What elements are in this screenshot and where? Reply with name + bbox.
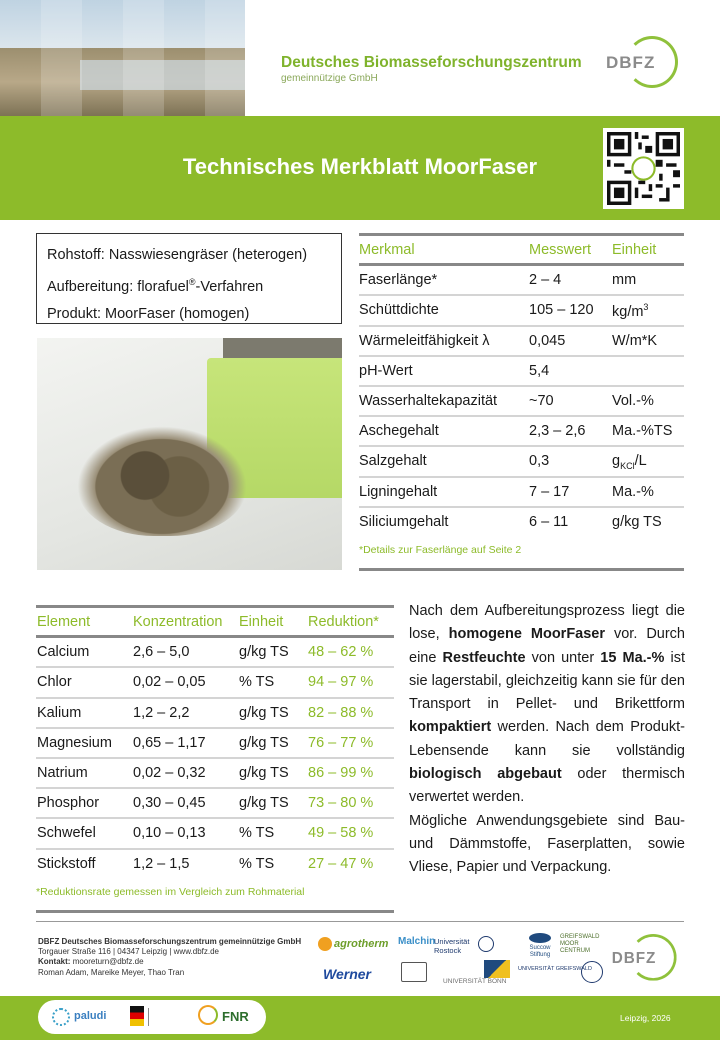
table-bottom-rule xyxy=(36,910,394,913)
paludi-logo: paludi xyxy=(74,1010,107,1022)
column-header: Einheit xyxy=(239,614,284,630)
funding-logos xyxy=(38,1000,266,1034)
uni-bonn-logo: UNIVERSITÄT BONN xyxy=(443,978,507,985)
table-row xyxy=(36,759,394,789)
table-cell: 7 – 17 xyxy=(529,483,570,500)
page-title: Technisches Merkblatt MoorFaser xyxy=(182,154,538,179)
table-cell: 49 – 58 % xyxy=(308,825,374,842)
table-cell: 0,65 – 1,17 xyxy=(133,734,206,751)
table-cell: Natrium xyxy=(37,765,88,781)
table-row xyxy=(359,357,684,387)
bmel-logo xyxy=(148,1008,188,1026)
column-header: Merkmal xyxy=(359,242,415,258)
table-cell: 48 – 62 % xyxy=(308,644,374,661)
table-footnote: *Details zur Faserlänge auf Seite 2 xyxy=(359,544,522,556)
table-cell: g/kg TS xyxy=(239,704,289,721)
table-cell: 0,3 xyxy=(529,453,550,470)
table-cell: 6 – 11 xyxy=(529,513,569,530)
table-cell: 27 – 47 % xyxy=(308,855,374,872)
table-cell: $g_{KCl}/L$ xyxy=(612,453,647,472)
rostock-seal-icon xyxy=(478,936,494,952)
table-cell: 1,2 – 1,5 xyxy=(133,855,190,872)
table-row xyxy=(36,850,394,880)
paludi-icon xyxy=(52,1008,70,1026)
table-cell: 0,045 xyxy=(529,332,566,349)
table-cell: Schwefel xyxy=(37,825,96,842)
place-date: Leipzig, 2026 xyxy=(620,1013,671,1023)
table-cell: g/kg TS xyxy=(239,795,289,812)
table-cell: $kg/m^3$ xyxy=(612,302,649,321)
table-row xyxy=(359,447,684,477)
table-cell: Faserlänge* xyxy=(359,272,438,289)
table-header-row xyxy=(359,236,684,266)
table-cell: Calcium xyxy=(37,644,90,661)
column-header: Messwert xyxy=(529,242,592,258)
table-cell: Vol.-% xyxy=(612,393,654,409)
table-row xyxy=(359,327,684,357)
table-cell: Aschegehalt xyxy=(359,423,439,440)
table-cell: ~70 xyxy=(529,393,554,409)
table-cell: % TS xyxy=(239,674,275,691)
table-cell: Phosphor xyxy=(37,795,100,812)
dbfz-logo xyxy=(604,36,676,88)
ministry-crest-icon xyxy=(401,962,427,982)
table-cell: g/kg TS xyxy=(239,765,289,781)
footer-divider xyxy=(36,921,684,922)
greifswald-seal-icon xyxy=(581,961,603,983)
header-landscape-photo xyxy=(0,0,245,116)
table-row xyxy=(359,266,684,296)
table-row xyxy=(36,638,394,668)
table-cell: 0,30 – 0,45 xyxy=(133,795,206,812)
table-cell: g/kg TS xyxy=(612,513,662,530)
org-subtitle: gemeinnützige GmbH xyxy=(281,73,378,84)
table-cell: Siliciumgehalt xyxy=(359,513,449,530)
footer-dbfz-logo: DBFZ xyxy=(610,934,675,981)
table-cell: Ma.-% xyxy=(612,483,654,500)
table-row xyxy=(36,819,394,849)
table-cell: % TS xyxy=(239,855,275,872)
table-cell: Magnesium xyxy=(37,734,112,751)
malchin-logo: Malchin xyxy=(398,936,436,947)
table-cell: Kalium xyxy=(37,704,82,721)
bmel-flag-icon xyxy=(130,1006,144,1026)
table-cell: 2 – 4 xyxy=(529,272,562,289)
table-header-row xyxy=(36,608,394,638)
table-cell: Schüttdichte xyxy=(359,302,439,319)
succow-logo: Succow Stiftung xyxy=(526,933,554,959)
table-row xyxy=(359,478,684,508)
org-name: Deutsches Biomasseforschungszentrum xyxy=(281,54,582,71)
rostock-logo: Universität Rostock xyxy=(434,937,470,955)
table-cell: 2,6 – 5,0 xyxy=(133,644,190,661)
table-row xyxy=(36,729,394,759)
table-cell: 73 – 80 % xyxy=(308,795,374,812)
aufbereitung-line: Aufbereitung: florafuel®-Verfahren xyxy=(47,277,264,295)
table-row xyxy=(36,699,394,729)
uni-bonn-mark-icon xyxy=(484,960,510,978)
fnr-logo: FNR xyxy=(222,1009,249,1024)
column-header: Reduktion* xyxy=(308,614,379,630)
table-cell: 1,2 – 2,2 xyxy=(133,704,190,721)
table-row xyxy=(359,508,684,538)
table-cell: Ma.-%TS xyxy=(612,423,673,440)
table-row xyxy=(359,417,684,447)
table-cell: Wasserhaltekapazität xyxy=(359,393,498,409)
agrotherm-logo: agrotherm xyxy=(318,937,388,951)
column-header: Einheit xyxy=(612,242,657,258)
table-cell: 86 – 99 % xyxy=(308,765,374,781)
dbfz-logo-text: DBFZ xyxy=(606,53,656,72)
table-cell: 0,10 – 0,13 xyxy=(133,825,206,842)
table-cell: g/kg TS xyxy=(239,734,289,751)
table-row xyxy=(36,668,394,698)
qr-code[interactable] xyxy=(603,128,684,209)
table-cell: Stickstoff xyxy=(37,855,96,872)
table-cell: W/m*K xyxy=(612,332,658,349)
table-row xyxy=(359,387,684,417)
material-info-box xyxy=(36,233,342,324)
table-cell: 94 – 97 % xyxy=(308,674,374,691)
produkt-line: Produkt: MoorFaser (homogen) xyxy=(47,305,250,322)
table-cell: 2,3 – 2,6 xyxy=(529,423,586,440)
contact-email[interactable]: mooreturn@dbfz.de xyxy=(72,957,144,967)
column-header: Element xyxy=(37,614,91,630)
greifswald-logo: UNIVERSITÄT GREIFSWALD xyxy=(518,966,592,972)
table-cell: 105 – 120 xyxy=(529,302,594,319)
table-cell: 0,02 – 0,32 xyxy=(133,765,206,781)
table-cell: g/kg TS xyxy=(239,644,289,661)
moorfaser-photo xyxy=(37,338,342,570)
applications-text: Mögliche Anwendungsgebiete sind Bau- und Dämmstoffe, Faserplatten, sowie Vliese, Papier und Verpackung. xyxy=(409,812,685,876)
table-row xyxy=(36,789,394,819)
table-footnote: *Reduktionsrate gemessen im Vergleich zum Rohmaterial xyxy=(36,885,305,898)
table-cell: 0,02 – 0,05 xyxy=(133,674,206,691)
table-cell: 5,4 xyxy=(529,362,550,379)
column-header: Konzentration xyxy=(133,614,223,630)
table-cell: 82 – 88 % xyxy=(308,704,374,721)
description-text: Nach dem Aufbereitungsprozess liegt die lose, homogene MoorFaser vor. Durch eine Restfeuchte von unter 15 Ma.-% ist sie lagerstabil, gleichzeitig kann sie für den Transport in Pellet- und Brikettform kompaktiert werden. Nach dem Produkt-Lebensende kann sie vollständig biologisch abgebaut oder thermisch verwertet werden. Mögliche Anwendungsgebiete sind Bau- und Dämmstoffe, Faserplatten, sowie Vliese, Papier und Verpackung. xyxy=(409,603,686,876)
werner-logo: Werner xyxy=(323,966,371,982)
moor-centrum-logo: GREIFSWALD MOOR CENTRUM xyxy=(560,934,600,954)
table-row xyxy=(359,296,684,326)
table-cell: pH-Wert xyxy=(359,362,413,379)
table-cell: Wärmeleitfähigkeit λ xyxy=(359,332,490,349)
table-cell: Chlor xyxy=(37,674,72,691)
table-cell: % TS xyxy=(239,825,275,842)
rohstoff-line: Rohstoff: Nasswiesengräser (heterogen) xyxy=(47,247,308,263)
table-cell: 76 – 77 % xyxy=(308,734,374,751)
table-bottom-rule xyxy=(359,568,684,571)
table-cell: mm xyxy=(612,272,637,289)
table-cell: Salzgehalt xyxy=(359,453,427,470)
qr-code-icon xyxy=(607,132,680,205)
footer-contact: DBFZ Deutsches Biomasseforschungszentrum gemeinnützige GmbH Torgauer Straße 116 | 04347 Leipzig | www.dbfz.de Kontakt: mooreturn@dbfz.de Roman Adam, Mareike Meyer, Thao Tran xyxy=(38,937,302,977)
table-cell: Ligningehalt xyxy=(359,483,438,500)
fnr-icon xyxy=(198,1005,218,1025)
